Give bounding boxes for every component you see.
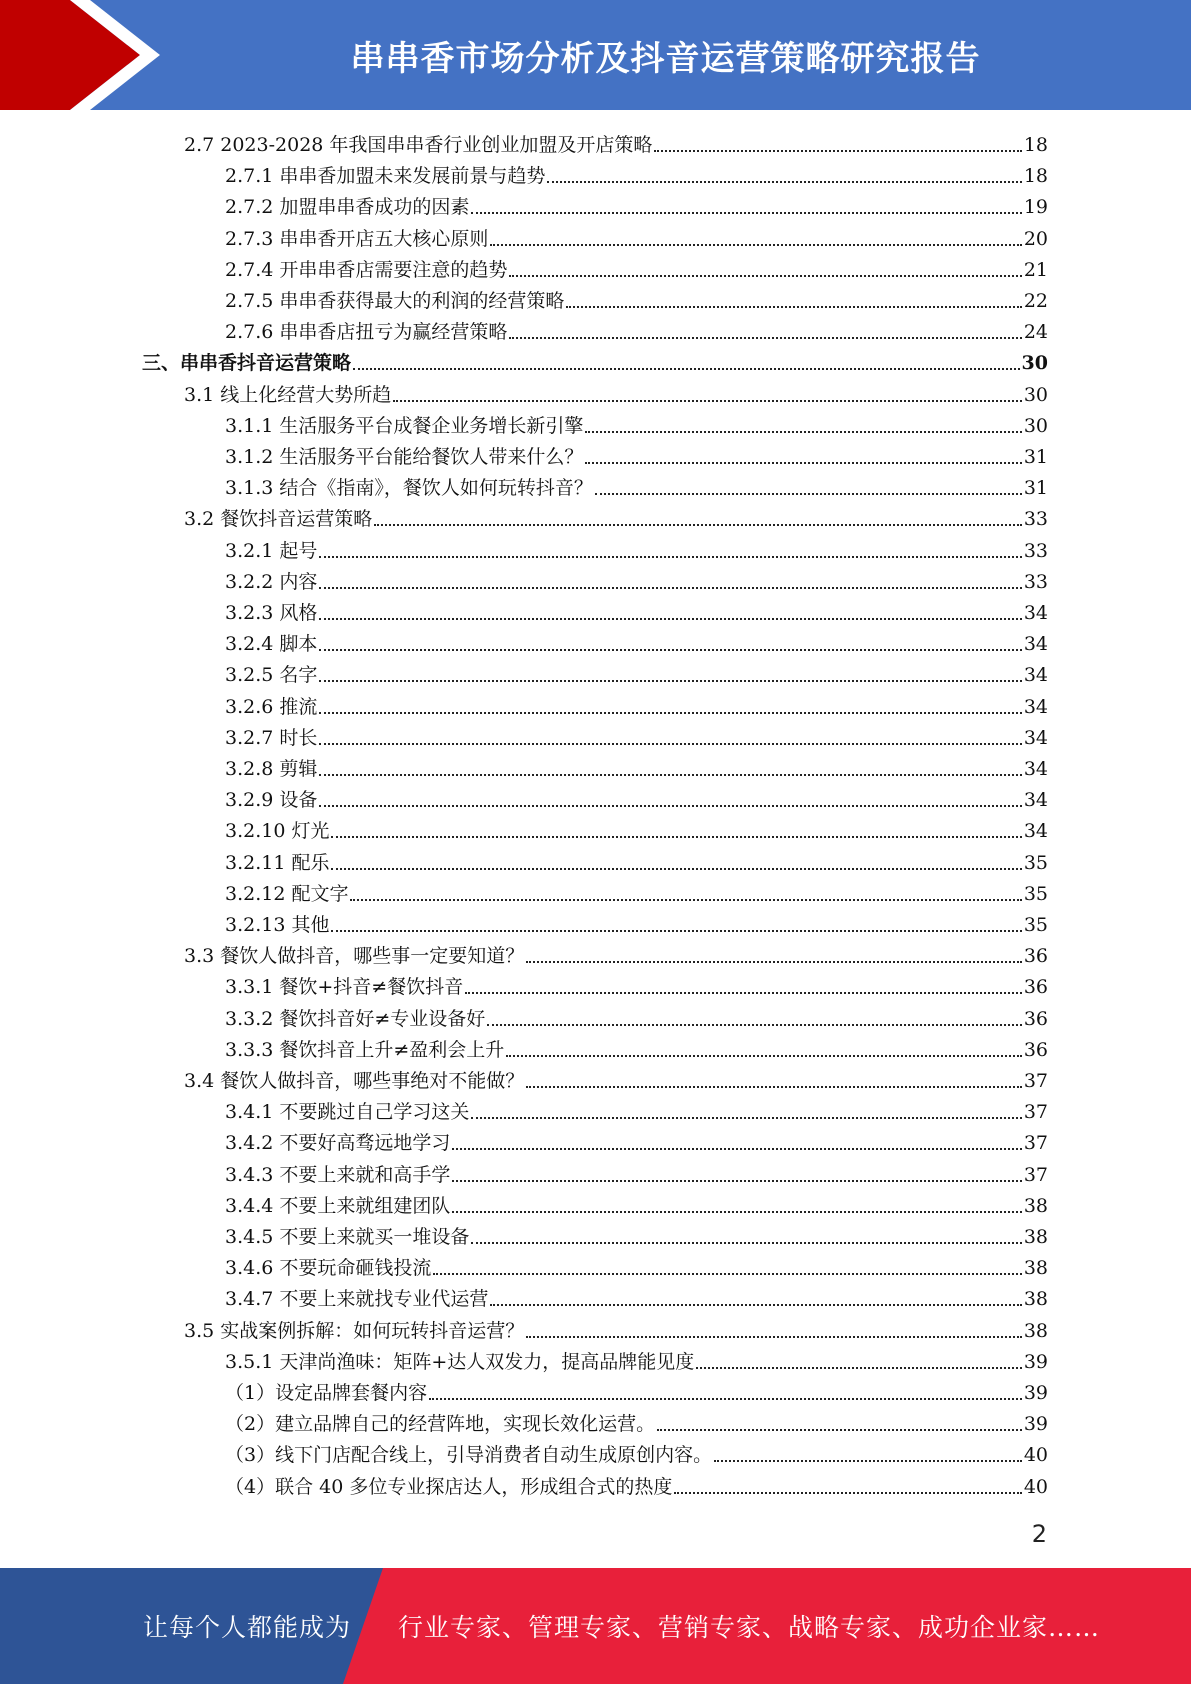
toc-entry[interactable] bbox=[225, 283, 1048, 314]
toc-entry-page: 34 bbox=[1023, 726, 1048, 749]
toc-entry-page: 39 bbox=[1023, 1413, 1048, 1436]
toc-dot-leader bbox=[319, 805, 1021, 807]
toc-dot-leader bbox=[674, 1492, 1021, 1494]
toc-dot-leader bbox=[487, 1024, 1022, 1026]
page-header bbox=[0, 0, 1191, 110]
toc-entry-label: 3.3.2 餐饮抖音好≠专业设备好 bbox=[225, 1007, 486, 1030]
toc-dot-leader bbox=[429, 1398, 1022, 1400]
toc-entry-label: 3.2.4 脚本 bbox=[225, 633, 318, 656]
toc-entry-page: 34 bbox=[1023, 820, 1048, 843]
toc-dot-leader bbox=[509, 275, 1021, 277]
toc-dot-leader bbox=[595, 493, 1022, 495]
toc-entry-label: 3.2.3 风格 bbox=[225, 602, 318, 624]
toc-dot-leader bbox=[465, 992, 1022, 994]
toc-entry[interactable] bbox=[184, 1063, 1048, 1094]
toc-entry[interactable] bbox=[225, 158, 1048, 189]
toc-entry-label: （4）联合 40 多位专业探店达人，形成组合式的热度 bbox=[225, 1475, 673, 1498]
toc-dot-leader bbox=[331, 868, 1021, 870]
toc-entry-page: 39 bbox=[1023, 1382, 1048, 1404]
toc-entry[interactable] bbox=[225, 221, 1048, 252]
toc-entry-page: 34 bbox=[1023, 633, 1048, 656]
toc-entry[interactable] bbox=[225, 1157, 1048, 1188]
toc-entry-label: 3.1.1 生活服务平台成餐企业务增长新引擎 bbox=[225, 414, 584, 437]
toc-dot-leader bbox=[506, 1055, 1022, 1057]
toc-entry[interactable] bbox=[225, 1344, 1048, 1375]
toc-entry-label: 2.7.2 加盟串串香成功的因素 bbox=[225, 196, 470, 219]
toc-entry[interactable] bbox=[225, 1281, 1048, 1312]
report-title: 串串香市场分析及抖音运营策略研究报告 bbox=[350, 38, 981, 79]
toc-entry-label: （3）线下门店配合线上，引导消费者自动生成原创内容。 bbox=[225, 1444, 713, 1467]
toc-entry-page: 18 bbox=[1023, 134, 1048, 156]
toc-entry[interactable] bbox=[225, 470, 1048, 501]
toc-entry-label: 3.3.1 餐饮+抖音≠餐饮抖音 bbox=[225, 976, 464, 999]
toc-entry-page: 30 bbox=[1023, 414, 1048, 437]
toc-entry-page: 37 bbox=[1023, 1132, 1048, 1155]
toc-entry-label: 3.1.2 生活服务平台能给餐饮人带来什么？ bbox=[225, 446, 584, 468]
toc-entry[interactable] bbox=[184, 501, 1048, 532]
toc-entry[interactable] bbox=[225, 1437, 1048, 1468]
toc-entry[interactable] bbox=[225, 626, 1048, 657]
toc-entry-label: 3.3 餐饮人做抖音，哪些事一定要知道？ bbox=[184, 945, 525, 968]
toc-entry[interactable] bbox=[225, 408, 1048, 439]
toc-dot-leader bbox=[319, 587, 1021, 589]
toc-entry-label: （2）建立品牌自己的经营阵地，实现长效化运营。 bbox=[225, 1413, 656, 1436]
toc-dot-leader bbox=[452, 1180, 1021, 1182]
toc-entry[interactable] bbox=[225, 314, 1048, 345]
toc-entry-label: 3.5 实战案例拆解：如何玩转抖音运营？ bbox=[184, 1319, 525, 1342]
toc-entry-page: 36 bbox=[1023, 976, 1048, 999]
toc-entry[interactable] bbox=[225, 813, 1048, 844]
toc-dot-leader bbox=[393, 400, 1022, 402]
toc-entry-page: 34 bbox=[1023, 695, 1048, 718]
toc-entry-page: 38 bbox=[1023, 1226, 1048, 1248]
toc-dot-leader bbox=[452, 1211, 1021, 1213]
toc-dot-leader bbox=[319, 556, 1021, 558]
toc-dot-leader bbox=[319, 680, 1021, 682]
toc-dot-leader bbox=[526, 961, 1022, 963]
toc-entry-label: 三、串串香抖音运营策略 bbox=[142, 352, 352, 375]
toc-entry[interactable] bbox=[225, 782, 1048, 813]
toc-entry[interactable] bbox=[225, 751, 1048, 782]
toc-entry-label: 3.2.11 配乐 bbox=[225, 851, 330, 874]
toc-dot-leader bbox=[319, 712, 1021, 714]
toc-entry[interactable] bbox=[225, 1188, 1048, 1219]
toc-entry-page: 36 bbox=[1023, 1007, 1048, 1030]
toc-entry-label: 3.2.5 名字 bbox=[225, 664, 318, 687]
footer-slogan-right: 行业专家、管理专家、营销专家、战略专家、成功企业家…… bbox=[398, 1613, 1101, 1642]
toc-entry-page: 34 bbox=[1023, 758, 1048, 780]
toc-dot-leader bbox=[471, 212, 1021, 214]
toc-entry[interactable] bbox=[225, 1250, 1048, 1281]
toc-entry-label: 3.2.9 设备 bbox=[225, 789, 318, 812]
toc-entry[interactable] bbox=[225, 845, 1048, 876]
toc-entry[interactable] bbox=[225, 1001, 1048, 1032]
toc-entry[interactable] bbox=[225, 969, 1048, 1000]
toc-entry-page: 38 bbox=[1023, 1288, 1048, 1311]
toc-entry-page: 22 bbox=[1023, 290, 1048, 312]
toc-dot-leader bbox=[547, 181, 1021, 183]
toc-dot-leader bbox=[319, 774, 1021, 776]
toc-entry[interactable] bbox=[225, 1032, 1048, 1063]
toc-entry-label: 2.7.6 串串香店扭亏为赢经营策略 bbox=[225, 321, 508, 344]
toc-entry-label: 3.2.2 内容 bbox=[225, 570, 318, 593]
toc-entry[interactable] bbox=[225, 907, 1048, 938]
toc-entry-page: 33 bbox=[1023, 570, 1048, 593]
toc-entry-page: 30 bbox=[1023, 383, 1048, 406]
toc-entry-page: 34 bbox=[1023, 789, 1048, 812]
toc-dot-leader bbox=[585, 431, 1021, 433]
toc-entry-label: 2.7 2023-2028 年我国串串香行业创业加盟及开店策略 bbox=[184, 134, 653, 156]
toc-entry-page: 38 bbox=[1023, 1194, 1048, 1217]
toc-entry[interactable] bbox=[225, 1375, 1048, 1406]
toc-dot-leader bbox=[509, 337, 1021, 339]
toc-entry-label: 2.7.1 串串香加盟未来发展前景与趋势 bbox=[225, 165, 546, 188]
toc-entry[interactable] bbox=[225, 1219, 1048, 1250]
toc-entry-label: 3.4.4 不要上来就组建团队 bbox=[225, 1194, 451, 1217]
toc-entry[interactable] bbox=[225, 564, 1048, 595]
toc-dot-leader bbox=[331, 930, 1021, 932]
toc-entry-page: 33 bbox=[1023, 508, 1048, 531]
toc-entry-label: 3.1.3 结合《指南》，餐饮人如何玩转抖音？ bbox=[225, 477, 593, 500]
toc-entry-page: 35 bbox=[1023, 914, 1048, 936]
toc-entry[interactable] bbox=[225, 595, 1048, 626]
toc-entry[interactable] bbox=[225, 720, 1048, 751]
toc-entry[interactable] bbox=[142, 345, 1048, 376]
toc-entry-page: 19 bbox=[1023, 196, 1048, 219]
toc-dot-leader bbox=[566, 306, 1021, 308]
toc-entry-label: 3.4.5 不要上来就买一堆设备 bbox=[225, 1226, 470, 1248]
toc-entry[interactable] bbox=[184, 938, 1048, 969]
toc-entry[interactable] bbox=[225, 252, 1048, 283]
toc-entry-page: 18 bbox=[1023, 165, 1048, 188]
toc-entry[interactable] bbox=[184, 1313, 1048, 1344]
toc-entry[interactable] bbox=[225, 1094, 1048, 1125]
toc-entry-label: 3.4.2 不要好高骛远地学习 bbox=[225, 1132, 451, 1155]
toc-entry-label: 3.2.7 时长 bbox=[225, 726, 318, 749]
toc-entry-label: 3.2.1 起号 bbox=[225, 539, 318, 562]
toc-entry-page: 33 bbox=[1023, 539, 1048, 562]
toc-dot-leader bbox=[526, 1336, 1022, 1338]
toc-entry-label: 3.3.3 餐饮抖音上升≠盈利会上升 bbox=[225, 1038, 505, 1061]
toc-entry[interactable] bbox=[225, 439, 1048, 470]
toc-entry[interactable] bbox=[225, 657, 1048, 688]
toc-dot-leader bbox=[319, 743, 1021, 745]
toc-entry-label: 2.7.4 开串串香店需要注意的趋势 bbox=[225, 258, 508, 281]
toc-entry-label: 3.2.6 推流 bbox=[225, 695, 318, 718]
toc-entry-page: 38 bbox=[1023, 1319, 1048, 1342]
toc-dot-leader bbox=[490, 1304, 1021, 1306]
toc-entry-page: 21 bbox=[1023, 258, 1048, 281]
toc-entry-label: 3.2.8 剪辑 bbox=[225, 758, 318, 780]
toc-entry-label: 3.5.1 天津尚渔味：矩阵+达人双发力，提高品牌能见度 bbox=[225, 1350, 695, 1373]
toc-entry-page: 37 bbox=[1023, 1163, 1048, 1186]
toc-entry-page: 39 bbox=[1023, 1350, 1048, 1373]
toc-dot-leader bbox=[714, 1460, 1022, 1462]
toc-entry-label: 2.7.3 串串香开店五大核心原则 bbox=[225, 227, 489, 250]
toc-entry-label: 3.2.12 配文字 bbox=[225, 882, 349, 905]
toc-dot-leader bbox=[350, 899, 1021, 901]
toc-dot-leader bbox=[353, 368, 1020, 370]
toc-entry-label: 3.4.3 不要上来就和高手学 bbox=[225, 1163, 451, 1186]
page-number: 2 bbox=[1031, 1520, 1047, 1548]
toc-entry-label: 3.1 线上化经营大势所趋 bbox=[184, 383, 392, 406]
toc-entry[interactable] bbox=[225, 1469, 1048, 1500]
toc-entry-page: 38 bbox=[1023, 1257, 1048, 1280]
toc-entry-label: 3.2 餐饮抖音运营策略 bbox=[184, 508, 373, 531]
toc-entry-page: 31 bbox=[1023, 477, 1048, 500]
toc-entry[interactable] bbox=[184, 377, 1048, 408]
toc-dot-leader bbox=[319, 618, 1021, 620]
toc-entry-label: 3.2.13 其他 bbox=[225, 914, 330, 936]
toc-dot-leader bbox=[585, 462, 1021, 464]
toc-dot-leader bbox=[657, 1429, 1022, 1431]
toc-entry-page: 37 bbox=[1023, 1070, 1048, 1092]
toc-entry-label: 2.7.5 串串香获得最大的利润的经营策略 bbox=[225, 290, 565, 312]
toc-entry-label: 3.4.6 不要玩命砸钱投流 bbox=[225, 1257, 432, 1280]
toc-entry-label: （1）设定品牌套餐内容 bbox=[225, 1382, 428, 1404]
toc-entry-page: 40 bbox=[1023, 1475, 1048, 1498]
toc-dot-leader bbox=[490, 244, 1021, 246]
toc-entry-label: 3.2.10 灯光 bbox=[225, 820, 330, 843]
toc-entry-page: 30 bbox=[1021, 352, 1048, 375]
footer-slogan-left: 让每个人都能成为 bbox=[143, 1613, 352, 1642]
toc-dot-leader bbox=[526, 1086, 1022, 1088]
toc-entry[interactable] bbox=[225, 1406, 1048, 1437]
toc-entry-page: 34 bbox=[1023, 664, 1048, 687]
toc-dot-leader bbox=[319, 649, 1021, 651]
toc-entry[interactable] bbox=[225, 689, 1048, 720]
toc-entry-label: 3.4.7 不要上来就找专业代运营 bbox=[225, 1288, 489, 1311]
toc-entry-page: 20 bbox=[1023, 227, 1048, 250]
toc-dot-leader bbox=[452, 1148, 1021, 1150]
toc-entry[interactable] bbox=[225, 876, 1048, 907]
toc-entry-label: 3.4.1 不要跳过自己学习这关 bbox=[225, 1101, 470, 1124]
header-arrow-decoration bbox=[0, 0, 200, 110]
toc-entry-page: 36 bbox=[1023, 1038, 1048, 1061]
toc-dot-leader bbox=[696, 1367, 1022, 1369]
toc-dot-leader bbox=[331, 836, 1021, 838]
toc-entry-page: 34 bbox=[1023, 602, 1048, 624]
toc-entry[interactable] bbox=[225, 1125, 1048, 1156]
toc-entry-page: 37 bbox=[1023, 1101, 1048, 1124]
toc-entry[interactable] bbox=[225, 189, 1048, 220]
toc-dot-leader bbox=[374, 524, 1022, 526]
toc-entry-page: 36 bbox=[1023, 945, 1048, 968]
toc-dot-leader bbox=[471, 1117, 1021, 1119]
toc-dot-leader bbox=[433, 1273, 1021, 1275]
toc-entry-page: 40 bbox=[1023, 1444, 1048, 1467]
toc-entry-page: 35 bbox=[1023, 882, 1048, 905]
toc-entry[interactable] bbox=[225, 533, 1048, 564]
page-footer bbox=[0, 1568, 1191, 1684]
toc-entry-page: 24 bbox=[1023, 321, 1048, 344]
toc-entry-label: 3.4 餐饮人做抖音，哪些事绝对不能做？ bbox=[184, 1070, 525, 1092]
toc-entry-page: 35 bbox=[1023, 851, 1048, 874]
toc-entry[interactable] bbox=[184, 127, 1048, 158]
toc-dot-leader bbox=[654, 150, 1021, 152]
toc-dot-leader bbox=[471, 1242, 1021, 1244]
toc-entry-page: 31 bbox=[1023, 446, 1048, 468]
